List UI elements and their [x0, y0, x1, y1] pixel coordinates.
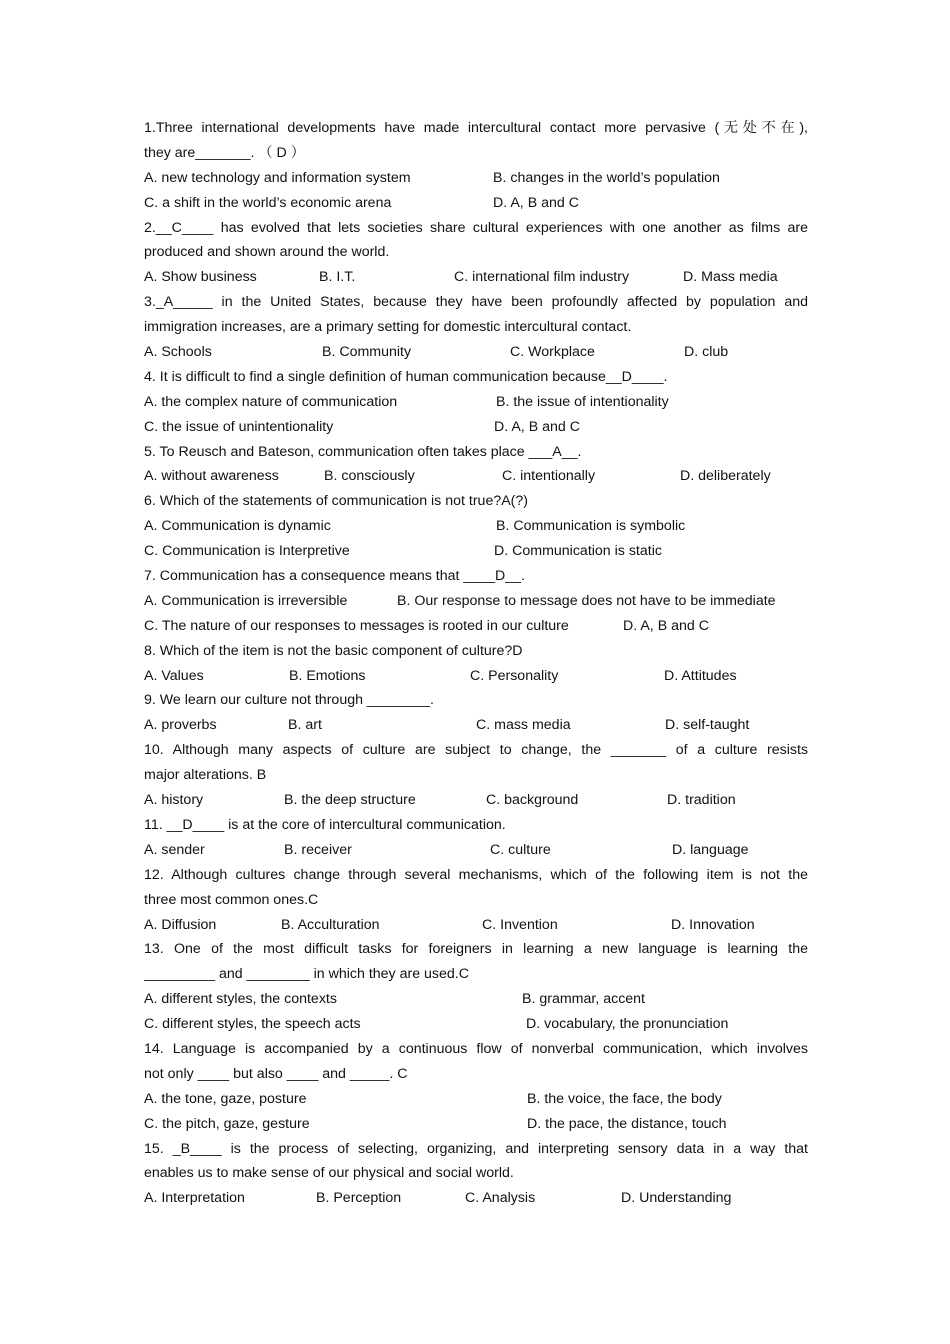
question-1-option: D. A, B and C: [493, 194, 579, 211]
question-4-option: C. the issue of unintentionality: [144, 418, 334, 435]
question-15-text-line: enables us to make sense of our physical and social world.: [144, 1165, 514, 1182]
question-5-option: C. intentionally: [502, 468, 596, 485]
question-5-option: D. deliberately: [680, 468, 771, 485]
question-8-options-row: [144, 664, 808, 689]
question-15-option: C. Analysis: [465, 1190, 536, 1207]
question-11-option: B. receiver: [284, 841, 352, 858]
question-7-option: C. The nature of our responses to messages is rooted in our culture: [144, 617, 569, 634]
question-10-option: A. history: [144, 792, 204, 809]
question-10-option: D. tradition: [667, 792, 736, 809]
question-10-text-line: 10. Although many aspects of culture are subject to change, the _______ of a culture resists: [144, 742, 808, 759]
question-15-option: D. Understanding: [621, 1190, 732, 1207]
question-6-options-row: [144, 539, 808, 564]
question-5-option: B. consciously: [324, 468, 415, 485]
question-8-option: B. Emotions: [289, 667, 366, 684]
question-6-option: A. Communication is dynamic: [144, 518, 331, 535]
question-10-text-line: major alterations. B: [144, 767, 267, 784]
question-8-option: A. Values: [144, 667, 204, 684]
question-1-options-row: [144, 166, 808, 191]
question-14-text-line: not only ____ but also ____ and _____. C: [144, 1065, 408, 1082]
question-5-option: A. without awareness: [144, 468, 279, 485]
question-14-option: C. the pitch, gaze, gesture: [144, 1115, 310, 1132]
question-6-text-line: 6. Which of the statements of communication is not true?A(?): [144, 493, 529, 510]
question-11-option: D. language: [672, 841, 749, 858]
question-9-options-row: [144, 713, 808, 738]
question-3-option: A. Schools: [144, 344, 212, 361]
question-2-options-row: [144, 265, 808, 290]
question-1-option: C. a shift in the world’s economic arena: [144, 194, 392, 211]
question-9-option: B. art: [288, 717, 322, 734]
question-13-option: D. vocabulary, the pronunciation: [526, 1016, 729, 1033]
question-3-text-line: immigration increases, are a primary setting for domestic intercultural contact.: [144, 319, 632, 336]
question-7-option: B. Our response to message does not have to be immediate: [397, 592, 776, 609]
question-4-option: A. the complex nature of communication: [144, 393, 398, 410]
question-12-option: D. Innovation: [671, 916, 755, 933]
question-13-text-line: _________ and ________ in which they are used.C: [144, 966, 469, 983]
question-1-text-line: 1.Three international developments have made intercultural contact more pervasive (无处不在),: [144, 120, 808, 136]
question-14-text-line: 14. Language is accompanied by a continuous flow of nonverbal communication, which involves: [144, 1040, 808, 1057]
question-2-option: B. I.T.: [319, 269, 356, 286]
question-5-options-row: [144, 464, 808, 489]
question-4-options-row: [144, 415, 808, 440]
question-2-text-line: 2.__C____ has evolved that lets societies share cultural experiences with one another as films are: [144, 219, 808, 236]
question-12-option: B. Acculturation: [281, 916, 380, 933]
question-6-options-row: [144, 514, 808, 539]
question-14-option: B. the voice, the face, the body: [527, 1090, 722, 1107]
question-7-options-row: [144, 614, 808, 639]
question-14-options-row: [144, 1087, 808, 1112]
question-1-text-line: they are_______. （ D ）: [144, 144, 305, 161]
question-13-option: A. different styles, the contexts: [144, 991, 337, 1008]
question-7-option: D. A, B and C: [623, 617, 709, 634]
question-13-options-row: [144, 987, 808, 1012]
question-9-text-line: 9. We learn our culture not through ________.: [144, 692, 434, 709]
question-1-options-row: [144, 191, 808, 216]
question-1-option: A. new technology and information system: [144, 169, 411, 186]
question-10-option: C. background: [486, 792, 579, 809]
question-11-option: A. sender: [144, 841, 205, 858]
question-12-options-row: [144, 913, 808, 938]
question-4-text-line: 4. It is difficult to find a single definition of human communication because__D____.: [144, 368, 668, 385]
question-4-options-row: [144, 390, 808, 415]
question-2-option: D. Mass media: [683, 269, 778, 286]
question-7-options-row: [144, 589, 808, 614]
question-12-option: C. Invention: [482, 916, 558, 933]
question-4-option: B. the issue of intentionality: [496, 393, 669, 410]
question-13-option: B. grammar, accent: [522, 991, 646, 1008]
question-7-option: A. Communication is irreversible: [144, 592, 348, 609]
exam-page: [144, 116, 808, 1211]
question-13-text-line: 13. One of the most difficult tasks for foreigners in learning a new language is learning the: [144, 941, 808, 958]
question-11-option: C. culture: [490, 841, 551, 858]
question-8-text-line: 8. Which of the item is not the basic component of culture?D: [144, 642, 523, 659]
question-2-option: A. Show business: [144, 269, 257, 286]
question-9-option: D. self-taught: [665, 717, 750, 734]
question-15-option: B. Perception: [316, 1190, 402, 1207]
question-12-option: A. Diffusion: [144, 916, 217, 933]
question-3-option: B. Community: [322, 344, 412, 361]
question-12-text-line: three most common ones.C: [144, 891, 319, 908]
question-9-option: C. mass media: [476, 717, 571, 734]
question-2-option: C. international film industry: [454, 269, 630, 286]
question-13-option: C. different styles, the speech acts: [144, 1016, 361, 1033]
question-9-option: A. proverbs: [144, 717, 217, 734]
question-15-option: A. Interpretation: [144, 1190, 245, 1207]
question-12-text-line: 12. Although cultures change through several mechanisms, which of the following item is not the: [144, 866, 808, 883]
question-6-option: B. Communication is symbolic: [496, 518, 686, 535]
question-4-option: D. A, B and C: [494, 418, 580, 435]
question-13-options-row: [144, 1012, 808, 1037]
question-3-options-row: [144, 340, 808, 365]
question-3-option: D. club: [684, 344, 729, 361]
question-7-text-line: 7. Communication has a consequence means that ____D__.: [144, 568, 525, 585]
question-1-option: B. changes in the world’s population: [493, 169, 720, 186]
question-8-option: D. Attitudes: [664, 667, 737, 684]
question-11-text-line: 11. __D____ is at the core of intercultural communication.: [144, 816, 506, 833]
question-3-text-line: 3._A_____ in the United States, because they have been profoundly affected by population and: [144, 294, 808, 311]
question-14-option: D. the pace, the distance, touch: [527, 1115, 727, 1132]
question-11-options-row: [144, 838, 808, 863]
question-3-option: C. Workplace: [510, 344, 595, 361]
question-6-option: C. Communication is Interpretive: [144, 543, 350, 560]
question-10-options-row: [144, 788, 808, 813]
question-14-option: A. the tone, gaze, posture: [144, 1090, 307, 1107]
question-5-text-line: 5. To Reusch and Bateson, communication often takes place ___A__.: [144, 443, 582, 460]
question-2-text-line: produced and shown around the world.: [144, 244, 390, 261]
question-15-text-line: 15. _B____ is the process of selecting, organizing, and interpreting sensory data in a way that: [144, 1140, 808, 1157]
question-15-options-row: [144, 1186, 808, 1211]
question-10-option: B. the deep structure: [284, 792, 416, 809]
question-6-option: D. Communication is static: [494, 543, 662, 560]
question-14-options-row: [144, 1112, 808, 1137]
question-8-option: C. Personality: [470, 667, 559, 684]
